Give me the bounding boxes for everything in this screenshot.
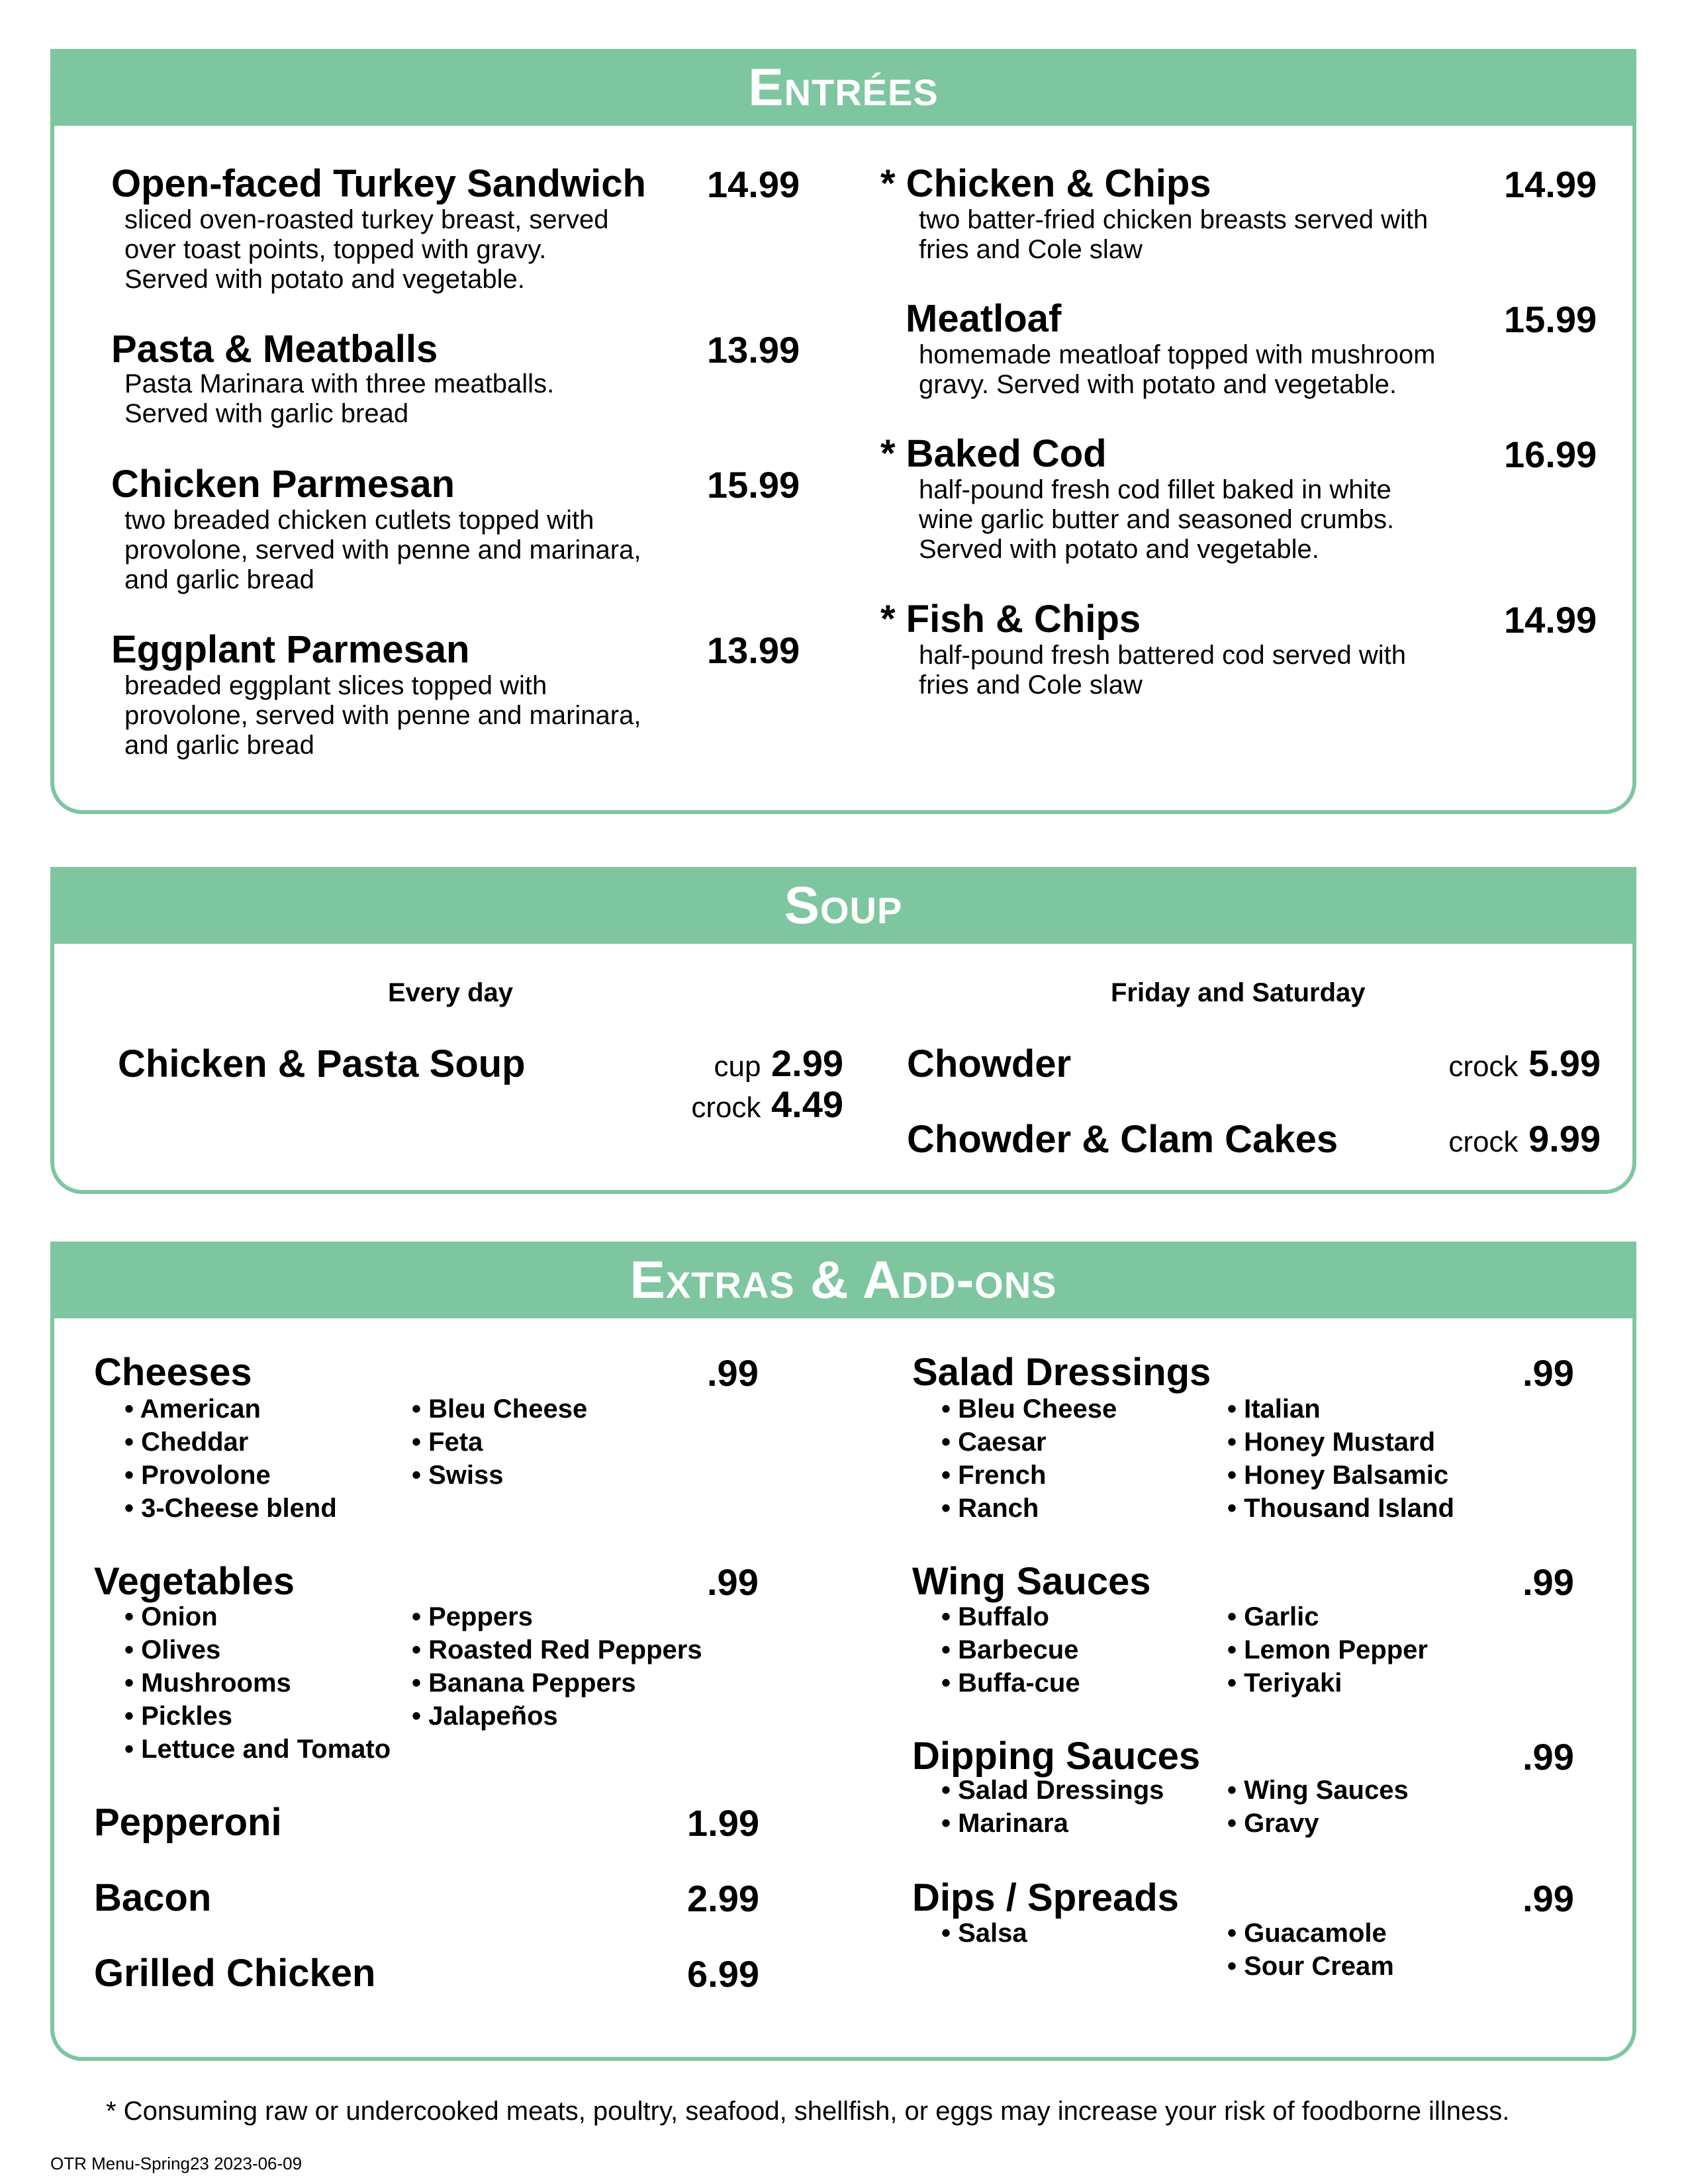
- extra-price: .99: [1523, 1878, 1574, 1919]
- entree-price: 13.99: [707, 629, 800, 671]
- extras-section: [50, 1242, 1636, 2061]
- list-item: • Lemon Pepper: [1227, 1635, 1428, 1664]
- entree-name: Eggplant Parmesan: [111, 628, 470, 671]
- soup-crock-label: crock: [691, 1091, 761, 1124]
- list-item: • Pickles: [124, 1702, 233, 1731]
- list-item: • Garlic: [1227, 1602, 1319, 1631]
- entree-price: 14.99: [1504, 599, 1597, 641]
- entree-name: * Fish & Chips: [880, 598, 1141, 641]
- list-item: • Roasted Red Peppers: [412, 1635, 702, 1664]
- entree-price: 14.99: [707, 163, 800, 205]
- extra-name: Pepperoni: [94, 1801, 282, 1844]
- entree-price: 14.99: [1504, 163, 1597, 205]
- soup-header: Soup: [50, 867, 1636, 944]
- list-item: • French: [941, 1461, 1047, 1490]
- entrees-section: [50, 49, 1636, 814]
- soup-crock-value: 4.49: [771, 1083, 843, 1125]
- list-item: • Mushrooms: [124, 1668, 291, 1698]
- soup-crock-label: crock: [1448, 1126, 1519, 1158]
- dipping-sauce-list-col2: [1227, 1774, 1409, 1840]
- extra-name: Cheeses: [94, 1351, 252, 1394]
- allergy-footnote: * Consuming raw or undercooked meats, poultry, seafood, shellfish, or eggs may increase your risk of foodborne illness.: [106, 2097, 1510, 2126]
- extra-name: Dips / Spreads: [912, 1876, 1179, 1919]
- entree-price: 16.99: [1504, 433, 1597, 475]
- vegetable-list-col2: [412, 1600, 702, 1733]
- entree-description: Pasta Marinara with three meatballs. Served with garlic bread: [124, 369, 555, 428]
- extra-price: 2.99: [687, 1878, 759, 1919]
- list-item: • 3-Cheese blend: [124, 1494, 337, 1523]
- wing-sauce-list-col1: [941, 1600, 1080, 1700]
- list-item: • Caesar: [941, 1428, 1047, 1457]
- list-item: • Gravy: [1227, 1809, 1319, 1838]
- list-item: • Provolone: [124, 1461, 271, 1490]
- list-item: • American: [124, 1394, 261, 1424]
- extra-name: Vegetables: [94, 1560, 295, 1603]
- list-item: • Guacamole: [1227, 1919, 1387, 1948]
- revision-label: OTR Menu-Spring23 2023-06-09: [50, 2154, 303, 2173]
- list-item: • Sour Cream: [1227, 1952, 1394, 1981]
- entree-name: * Baked Cod: [880, 432, 1107, 475]
- soup-crock-label: crock: [1448, 1050, 1519, 1083]
- soup-cup-value: 2.99: [771, 1042, 843, 1084]
- list-item: • Onion: [124, 1602, 218, 1631]
- soup-crock-value: 5.99: [1528, 1042, 1601, 1084]
- list-item: • Peppers: [412, 1602, 533, 1631]
- entrees-header: Entrées: [50, 49, 1636, 126]
- list-item: • Honey Mustard: [1227, 1428, 1436, 1457]
- everyday-label: Every day: [388, 978, 514, 1007]
- list-item: • Ranch: [941, 1494, 1039, 1523]
- list-item: • Barbecue: [941, 1635, 1079, 1664]
- list-item: • Salad Dressings: [941, 1776, 1164, 1805]
- extra-price: 1.99: [687, 1802, 759, 1844]
- list-item: • Buffa-cue: [941, 1668, 1080, 1698]
- dips-list-col1: [941, 1917, 1027, 1950]
- list-item: • Bleu Cheese: [412, 1394, 588, 1424]
- entree-description: half-pound fresh battered cod served with fries and Cole slaw: [919, 641, 1406, 700]
- soup-name: Chowder & Clam Cakes: [907, 1118, 1338, 1161]
- list-item: • Cheddar: [124, 1428, 249, 1457]
- list-item: • Salsa: [941, 1919, 1027, 1948]
- entree-price: 15.99: [707, 464, 800, 506]
- list-item: • Feta: [412, 1428, 483, 1457]
- dressing-list-col1: [941, 1392, 1117, 1525]
- extra-price: .99: [707, 1352, 759, 1394]
- soup-crock-price: [1448, 1042, 1601, 1085]
- list-item: • Honey Balsamic: [1227, 1461, 1449, 1490]
- soup-name: Chicken & Pasta Soup: [118, 1042, 526, 1085]
- soup-name: Chowder: [907, 1042, 1072, 1085]
- extra-name: Bacon: [94, 1876, 212, 1919]
- list-item: • Italian: [1227, 1394, 1321, 1424]
- list-item: • Swiss: [412, 1461, 504, 1490]
- list-item: • Teriyaki: [1227, 1668, 1342, 1698]
- soup-crock-price: [1448, 1117, 1601, 1160]
- extra-name: Wing Sauces: [912, 1560, 1151, 1603]
- list-item: • Marinara: [941, 1809, 1068, 1838]
- list-item: • Thousand Island: [1227, 1494, 1454, 1523]
- list-item: • Bleu Cheese: [941, 1394, 1117, 1424]
- soup-cup-price: [714, 1042, 843, 1085]
- extra-price: .99: [1523, 1561, 1574, 1603]
- extra-price: .99: [1523, 1736, 1574, 1778]
- extra-name: Dipping Sauces: [912, 1735, 1201, 1778]
- soup-section: [50, 867, 1636, 1194]
- entree-name: Chicken Parmesan: [111, 463, 455, 506]
- entree-name: Open-faced Turkey Sandwich: [111, 162, 646, 205]
- vegetable-list-col1: [124, 1600, 391, 1766]
- wing-sauce-list-col2: [1227, 1600, 1428, 1700]
- list-item: • Wing Sauces: [1227, 1776, 1409, 1805]
- entree-price: 15.99: [1504, 298, 1597, 340]
- soup-crock-value: 9.99: [1528, 1118, 1601, 1160]
- extra-price: .99: [707, 1561, 759, 1603]
- cheese-list-col2: [412, 1392, 587, 1492]
- extra-price: 6.99: [687, 1953, 759, 1995]
- dressing-list-col2: [1227, 1392, 1454, 1525]
- list-item: • Banana Peppers: [412, 1668, 636, 1698]
- dipping-sauce-list-col1: [941, 1774, 1164, 1840]
- entree-description: homemade meatloaf topped with mushroom gravy. Served with potato and vegetable.: [919, 340, 1436, 399]
- list-item: • Jalapeños: [412, 1702, 558, 1731]
- extra-name: Grilled Chicken: [94, 1952, 376, 1995]
- entree-description: two breaded chicken cutlets topped with provolone, served with penne and marinara, and garlic bread: [124, 506, 641, 594]
- entree-description: breaded eggplant slices topped with provolone, served with penne and marinara, and garlic bread: [124, 671, 641, 760]
- soup-crock-price: [691, 1083, 843, 1126]
- extra-price: .99: [1523, 1352, 1574, 1394]
- weekend-label: Friday and Saturday: [1111, 978, 1366, 1007]
- entree-name: Pasta & Meatballs: [111, 328, 438, 371]
- entree-name: * Chicken & Chips: [880, 162, 1211, 205]
- extras-header: Extras & Add-ons: [50, 1242, 1636, 1318]
- entree-description: half-pound fresh cod fillet baked in white wine garlic butter and seasoned crumbs. Served with potato and vegetable.: [919, 475, 1395, 564]
- extra-name: Salad Dressings: [912, 1351, 1211, 1394]
- entree-description: sliced oven-roasted turkey breast, served over toast points, topped with gravy. Served with potato and vegetable.: [124, 205, 609, 294]
- soup-cup-label: cup: [714, 1050, 761, 1083]
- entree-price: 13.99: [707, 329, 800, 371]
- entree-description: two batter-fried chicken breasts served with fries and Cole slaw: [919, 205, 1429, 264]
- list-item: • Olives: [124, 1635, 221, 1664]
- dips-list-col2: [1227, 1917, 1394, 1983]
- list-item: • Lettuce and Tomato: [124, 1735, 391, 1764]
- list-item: • Buffalo: [941, 1602, 1049, 1631]
- entree-name: Meatloaf: [906, 297, 1062, 340]
- cheese-list-col1: [124, 1392, 337, 1525]
